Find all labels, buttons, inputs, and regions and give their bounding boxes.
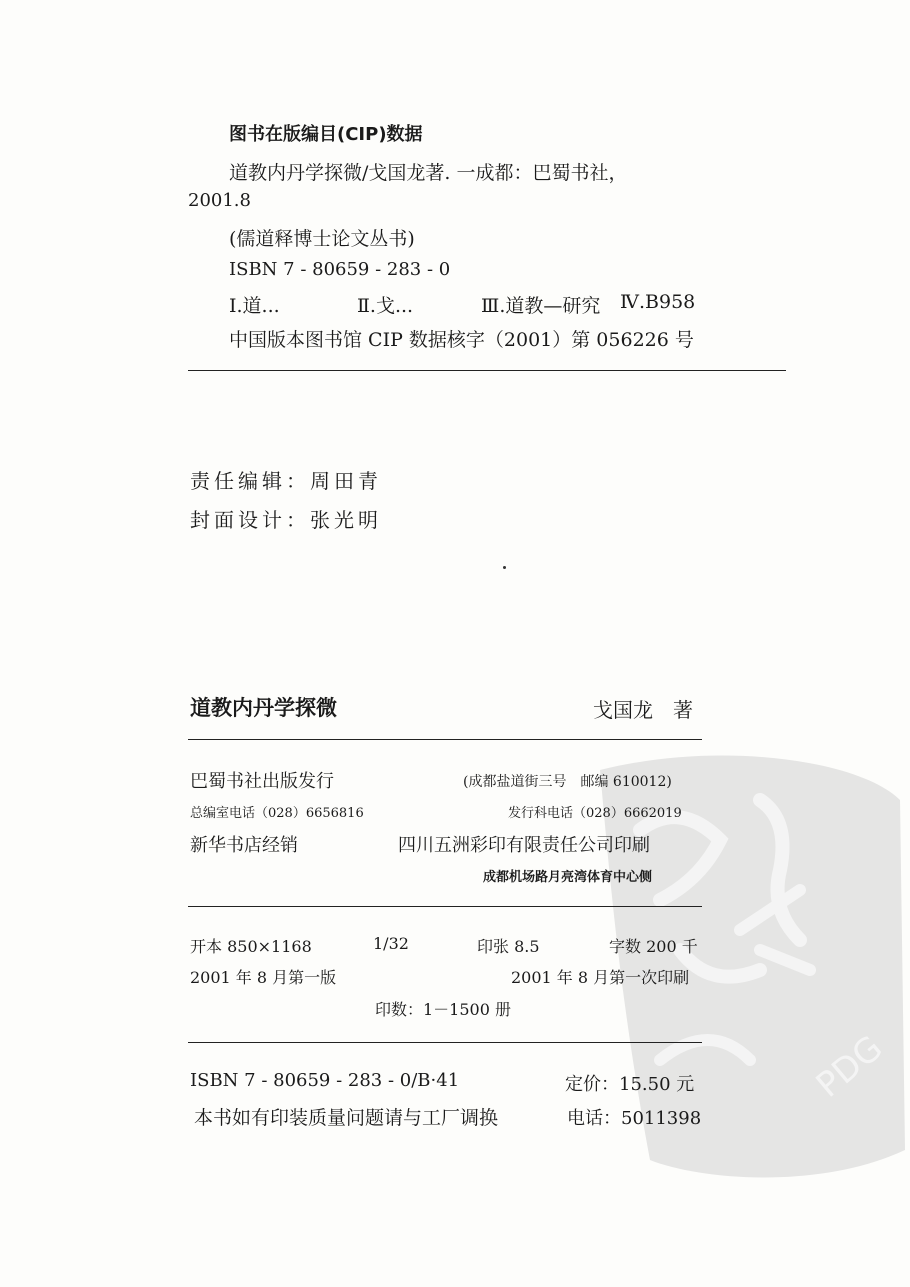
quality-notice: 本书如有印装质量问题请与工厂调换 bbox=[194, 1107, 499, 1129]
publisher-address: (成都盐道街三号 邮编 610012) bbox=[463, 774, 672, 790]
printer-address: 成都机场路月亮湾体育中心侧 bbox=[483, 870, 653, 885]
cip-class-2: Ⅱ.戈... bbox=[357, 295, 414, 317]
cip-verification: 中国版本图书馆 CIP 数据核字（2001）第 056226 号 bbox=[229, 329, 694, 351]
cip-class-4: Ⅳ.B958 bbox=[620, 291, 696, 313]
cip-line1: 道教内丹学探微/戈国龙著. 一成都：巴蜀书社， bbox=[229, 162, 628, 184]
cip-title: 图书在版编目(CIP)数据 bbox=[229, 124, 423, 145]
cip-class-1: Ⅰ.道... bbox=[229, 295, 280, 317]
printed-sheets: 印张 8.5 bbox=[477, 937, 540, 956]
colophon-divider-2 bbox=[188, 906, 702, 907]
book-format: 开本 850×1168 bbox=[190, 937, 312, 956]
book-fold: 1/32 bbox=[373, 934, 409, 953]
printer: 四川五洲彩印有限责任公司印刷 bbox=[398, 835, 650, 856]
printing: 2001 年 8 月第一次印刷 bbox=[511, 968, 690, 987]
isbn-full: ISBN 7 - 80659 - 283 - 0/B·41 bbox=[190, 1070, 460, 1091]
editorial-phone: 总编室电话（028）6656816 bbox=[190, 806, 364, 821]
book-author: 戈国龙 著 bbox=[593, 698, 693, 722]
cover-design-credit: 封面设计：张光明 bbox=[190, 508, 382, 532]
cip-divider bbox=[188, 370, 786, 371]
book-title: 道教内丹学探微 bbox=[190, 696, 337, 720]
price: 定价：15.50 元 bbox=[565, 1074, 695, 1095]
factory-phone: 电话：5011398 bbox=[567, 1108, 702, 1129]
watermark-text: PDG bbox=[808, 1028, 891, 1106]
paper-speck bbox=[503, 566, 506, 569]
cip-line2: 2001.8 bbox=[188, 190, 251, 211]
word-count: 字数 200 千 bbox=[609, 937, 698, 956]
publisher: 巴蜀书社出版发行 bbox=[190, 771, 334, 792]
cip-isbn: ISBN 7 - 80659 - 283 - 0 bbox=[229, 259, 451, 280]
distributor: 新华书店经销 bbox=[190, 835, 298, 856]
colophon-divider-1 bbox=[188, 739, 702, 740]
cip-class-3: Ⅲ.道教—研究 bbox=[481, 295, 601, 317]
print-run: 印数：1－1500 册 bbox=[375, 1000, 511, 1019]
edition: 2001 年 8 月第一版 bbox=[190, 968, 337, 987]
cip-series: (儒道释博士论文丛书) bbox=[229, 228, 415, 250]
editor-credit: 责任编辑：周田青 bbox=[190, 469, 382, 493]
distribution-phone: 发行科电话（028）6662019 bbox=[508, 806, 682, 821]
colophon-divider-3 bbox=[188, 1042, 702, 1043]
